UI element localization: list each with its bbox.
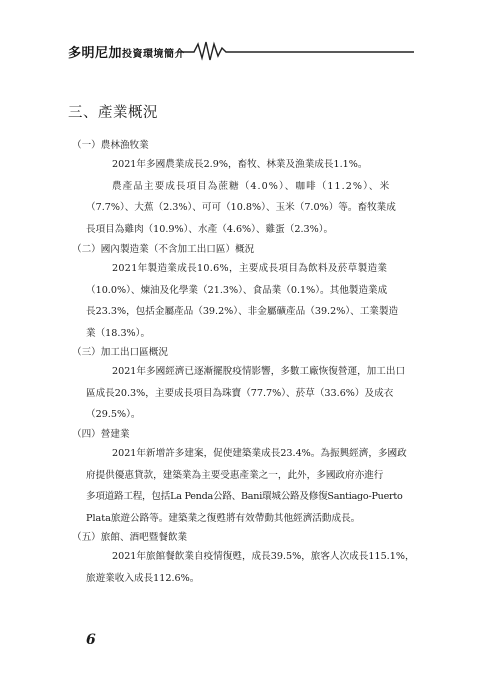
text-line: 長項目為雞肉（10.9%）、水產（4.6%）、雞蛋（2.3%）。 (86, 223, 334, 235)
text-line: 長23.3%，包括金屬產品（39.2%）、非金屬礦產品（39.2%）、工業製造 (86, 306, 399, 317)
paragraph (112, 176, 390, 198)
text-line: 2021年多國經濟已逐漸擺脫疫情影響，多數工廠恢復營運，加工出口 (112, 366, 406, 377)
header-wave-line (178, 38, 414, 62)
header-title-main: 多明尼加 (68, 45, 123, 61)
header-title-sub: 投資環境簡介 (122, 48, 186, 60)
header-title (68, 42, 185, 61)
text-line: （29.5%）。 (86, 409, 141, 420)
paragraph (86, 197, 396, 240)
text-line: 多項道路工程，包括La Penda公路、Bani環城公路及修復Santiago-Puerto (86, 491, 403, 502)
text-line: 2021年旅館餐飲業自疫情復甦，成長39.5%，旅客人次成長115.1%， (112, 551, 415, 562)
text-line: 府提供優惠貸款，建築業為主要受惠產業之一，此外，多國政府亦進行 (86, 469, 384, 481)
page-number: 6 (86, 632, 96, 648)
text-line: 2021年新增許多建案，促使建築業成長23.4%。為振興經濟，多國政 (112, 448, 407, 459)
paragraph (112, 546, 415, 568)
text-line: （10.0%）、煉油及化學業（21.3%）、食品業（0.1%）。其他製造業成 (86, 284, 388, 296)
text-line: 2021年多國農業成長2.9%，畜牧、林業及漁業成長1.1%。 (112, 159, 368, 170)
text-line: 旅遊業收入成長112.6%。 (86, 572, 200, 584)
subsection-heading-construction: （四）營建業 (72, 429, 130, 440)
text-line: 區成長20.3%，主要成長項目為珠寶（77.7%）、菸草（33.6%）及成衣 (86, 387, 394, 399)
paragraph (86, 280, 398, 345)
subsection-heading-export-zone: （三）加工出口區概況 (72, 347, 168, 358)
paragraph (112, 154, 367, 176)
paragraph (112, 443, 407, 465)
text-line: （7.7%）、大蕉（2.3%）、可可（10.8%）、玉米（7.0%）等。畜牧業成 (86, 202, 396, 213)
text-line: Plata旅遊公路等。建築業之復甦將有效帶動其他經濟活動成長。 (86, 512, 361, 524)
text-line: 農產品主要成長項目為蔗糖（4.0%）、咖啡（11.2%）、米 (112, 180, 391, 192)
text-line: 2021年製造業成長10.6%，主要成長項目為飲料及菸草製造業 (112, 263, 388, 274)
running-header (68, 42, 185, 60)
paragraph (112, 258, 387, 280)
subsection-heading-hospitality: （五）旅館、酒吧暨餐飲業 (72, 532, 188, 543)
paragraph (86, 383, 393, 426)
paragraph (86, 465, 402, 530)
paragraph (112, 361, 405, 383)
paragraph (86, 568, 199, 590)
section-title: 三、產業概況 (68, 105, 158, 121)
text-line: 業（18.3%）。 (86, 327, 151, 339)
subsection-heading-manufacturing: （二）國內製造業（不含加工出口區）概況 (72, 244, 255, 255)
subsection-heading-agriculture: （一）農林漁牧業 (72, 140, 149, 151)
